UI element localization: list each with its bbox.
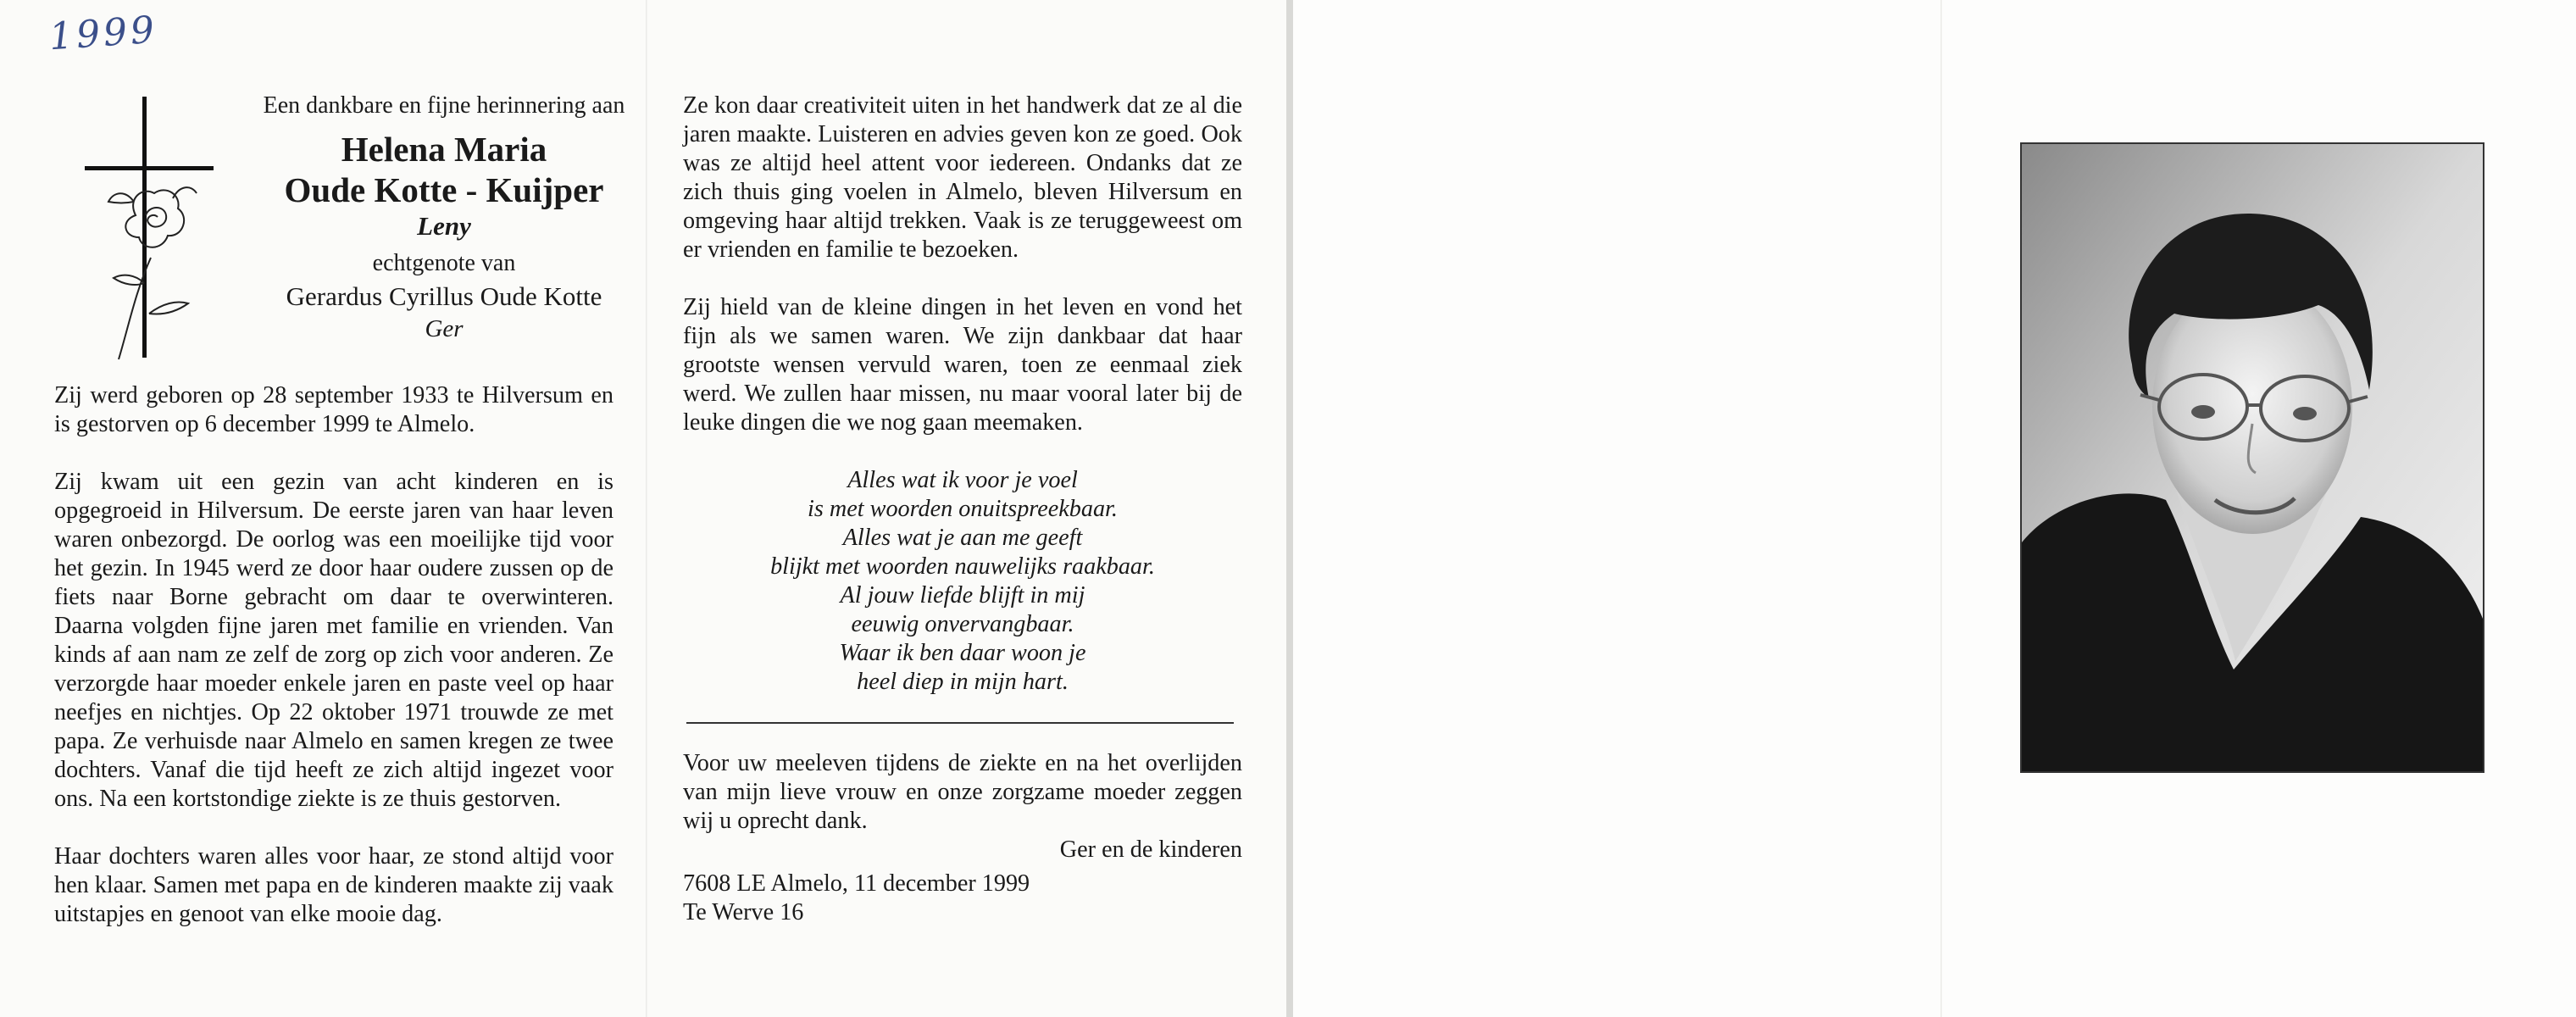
creativity-paragraph: Ze kon daar creativiteit uiten in het handwerk dat ze al die jaren maakte. Luisteren en advies geven kon ze goed. Ook was ze altijd heel attent voor iedereen. Ondanks dat ze zich thuis ging voelen in Almelo, bleven Hilversum en omgeving haar altijd trekken. Vaak is ze teruggeweest om er vrienden en familie te bezoeken. [683,92,1242,263]
poem-line: Al jouw liefde blijft in mij [840,582,1085,609]
birth-death-paragraph: Zij werd geboren op 28 september 1933 te Hilversum en is gestorven op 6 december 1999 te Almelo. [54,382,613,437]
address-date-line: 7608 LE Almelo, 11 december 1999 [683,870,1030,897]
poem-line: Waar ik ben daar woon je [839,640,1086,666]
intro-line: Een dankbare en fijne herinnering aan [263,92,625,119]
poem-line: eeuwig onvervangbaar. [851,611,1074,637]
daughters-paragraph: Haar dochters waren alles voor haar, ze stond altijd voor hen klaar. Samen met papa en de kinderen maakte zij vaak uitstapjes en genoot van elke mooie dag. [54,843,613,927]
spouse-nickname: Ger [425,315,464,342]
poem-line: heel diep in mijn hart. [857,669,1069,695]
poem-line: is met woorden onuitspreekbaar. [808,496,1118,522]
street-address: Te Werve 16 [683,899,804,925]
right-panel [683,92,1242,927]
poem-line: blijkt met woorden nauwelijks raakbaar. [770,553,1155,580]
left-panel [54,92,625,958]
poem [683,466,1242,697]
life-story-paragraph: Zij kwam uit een gezin van acht kinderen en is opgegroeid in Hilversum. De eerste jaren van haar leven waren onbezorgd. De oorlog was een moeilijke tijd voor het gezin. In 1945 werd ze door haar oudere zussen op de fiets naar Borne gebracht om daar te overwinteren. Daarna volgden fijne jaren met familie en vrienden. Van kinds af aan nam ze zelf de zorg op zich voor anderen. Ze verzorgde haar moeder enkele jaren en paste veel op haar neefjes en nichtjes. Op 22 oktober 1971 trouwde ze met papa. Ze verhuisde naar Almelo en samen kregen ze twee dochters. Vanaf die tijd heeft ze zich altijd ingezet voor ons. Na een kortstondige ziekte is ze thuis gestorven. [54,469,613,812]
poem-line: Alles wat ik voor je voel [847,467,1078,493]
portrait-photo [2020,142,2484,773]
relation-line: echtgenote van [372,250,516,276]
fold-line [1940,0,1942,1017]
little-things-paragraph: Zij hield van de kleine dingen in het leven en vond het fijn als we samen waren. We zijn dankbaar dat haar grootste wensen vervuld waren, toen ze eenmaal ziek werd. We zullen haar missen, nu maar vooral later bij de leuke dingen die we nog gaan meemaken. [683,294,1242,436]
deceased-nickname: Leny [417,211,471,241]
poem-line: Alles wat je aan me geeft [842,525,1083,551]
signature: Ger en de kinderen [1059,836,1242,863]
deceased-surname: Oude Kotte - Kuijper [284,170,604,209]
card-heading [190,92,698,344]
divider [686,722,1234,724]
card-header [54,92,625,381]
portrait-image [2022,144,2483,771]
deceased-name: Helena Maria [341,130,547,169]
handwritten-year: 1999 [47,8,159,59]
thanks-paragraph: Voor uw meeleven tijdens de ziekte en na het overlijden van mijn lieve vrouw en onze zorgzame moeder zeggen wij u oprecht dank. [683,750,1242,834]
spouse-name: Gerardus Cyrillus Oude Kotte [286,281,602,311]
